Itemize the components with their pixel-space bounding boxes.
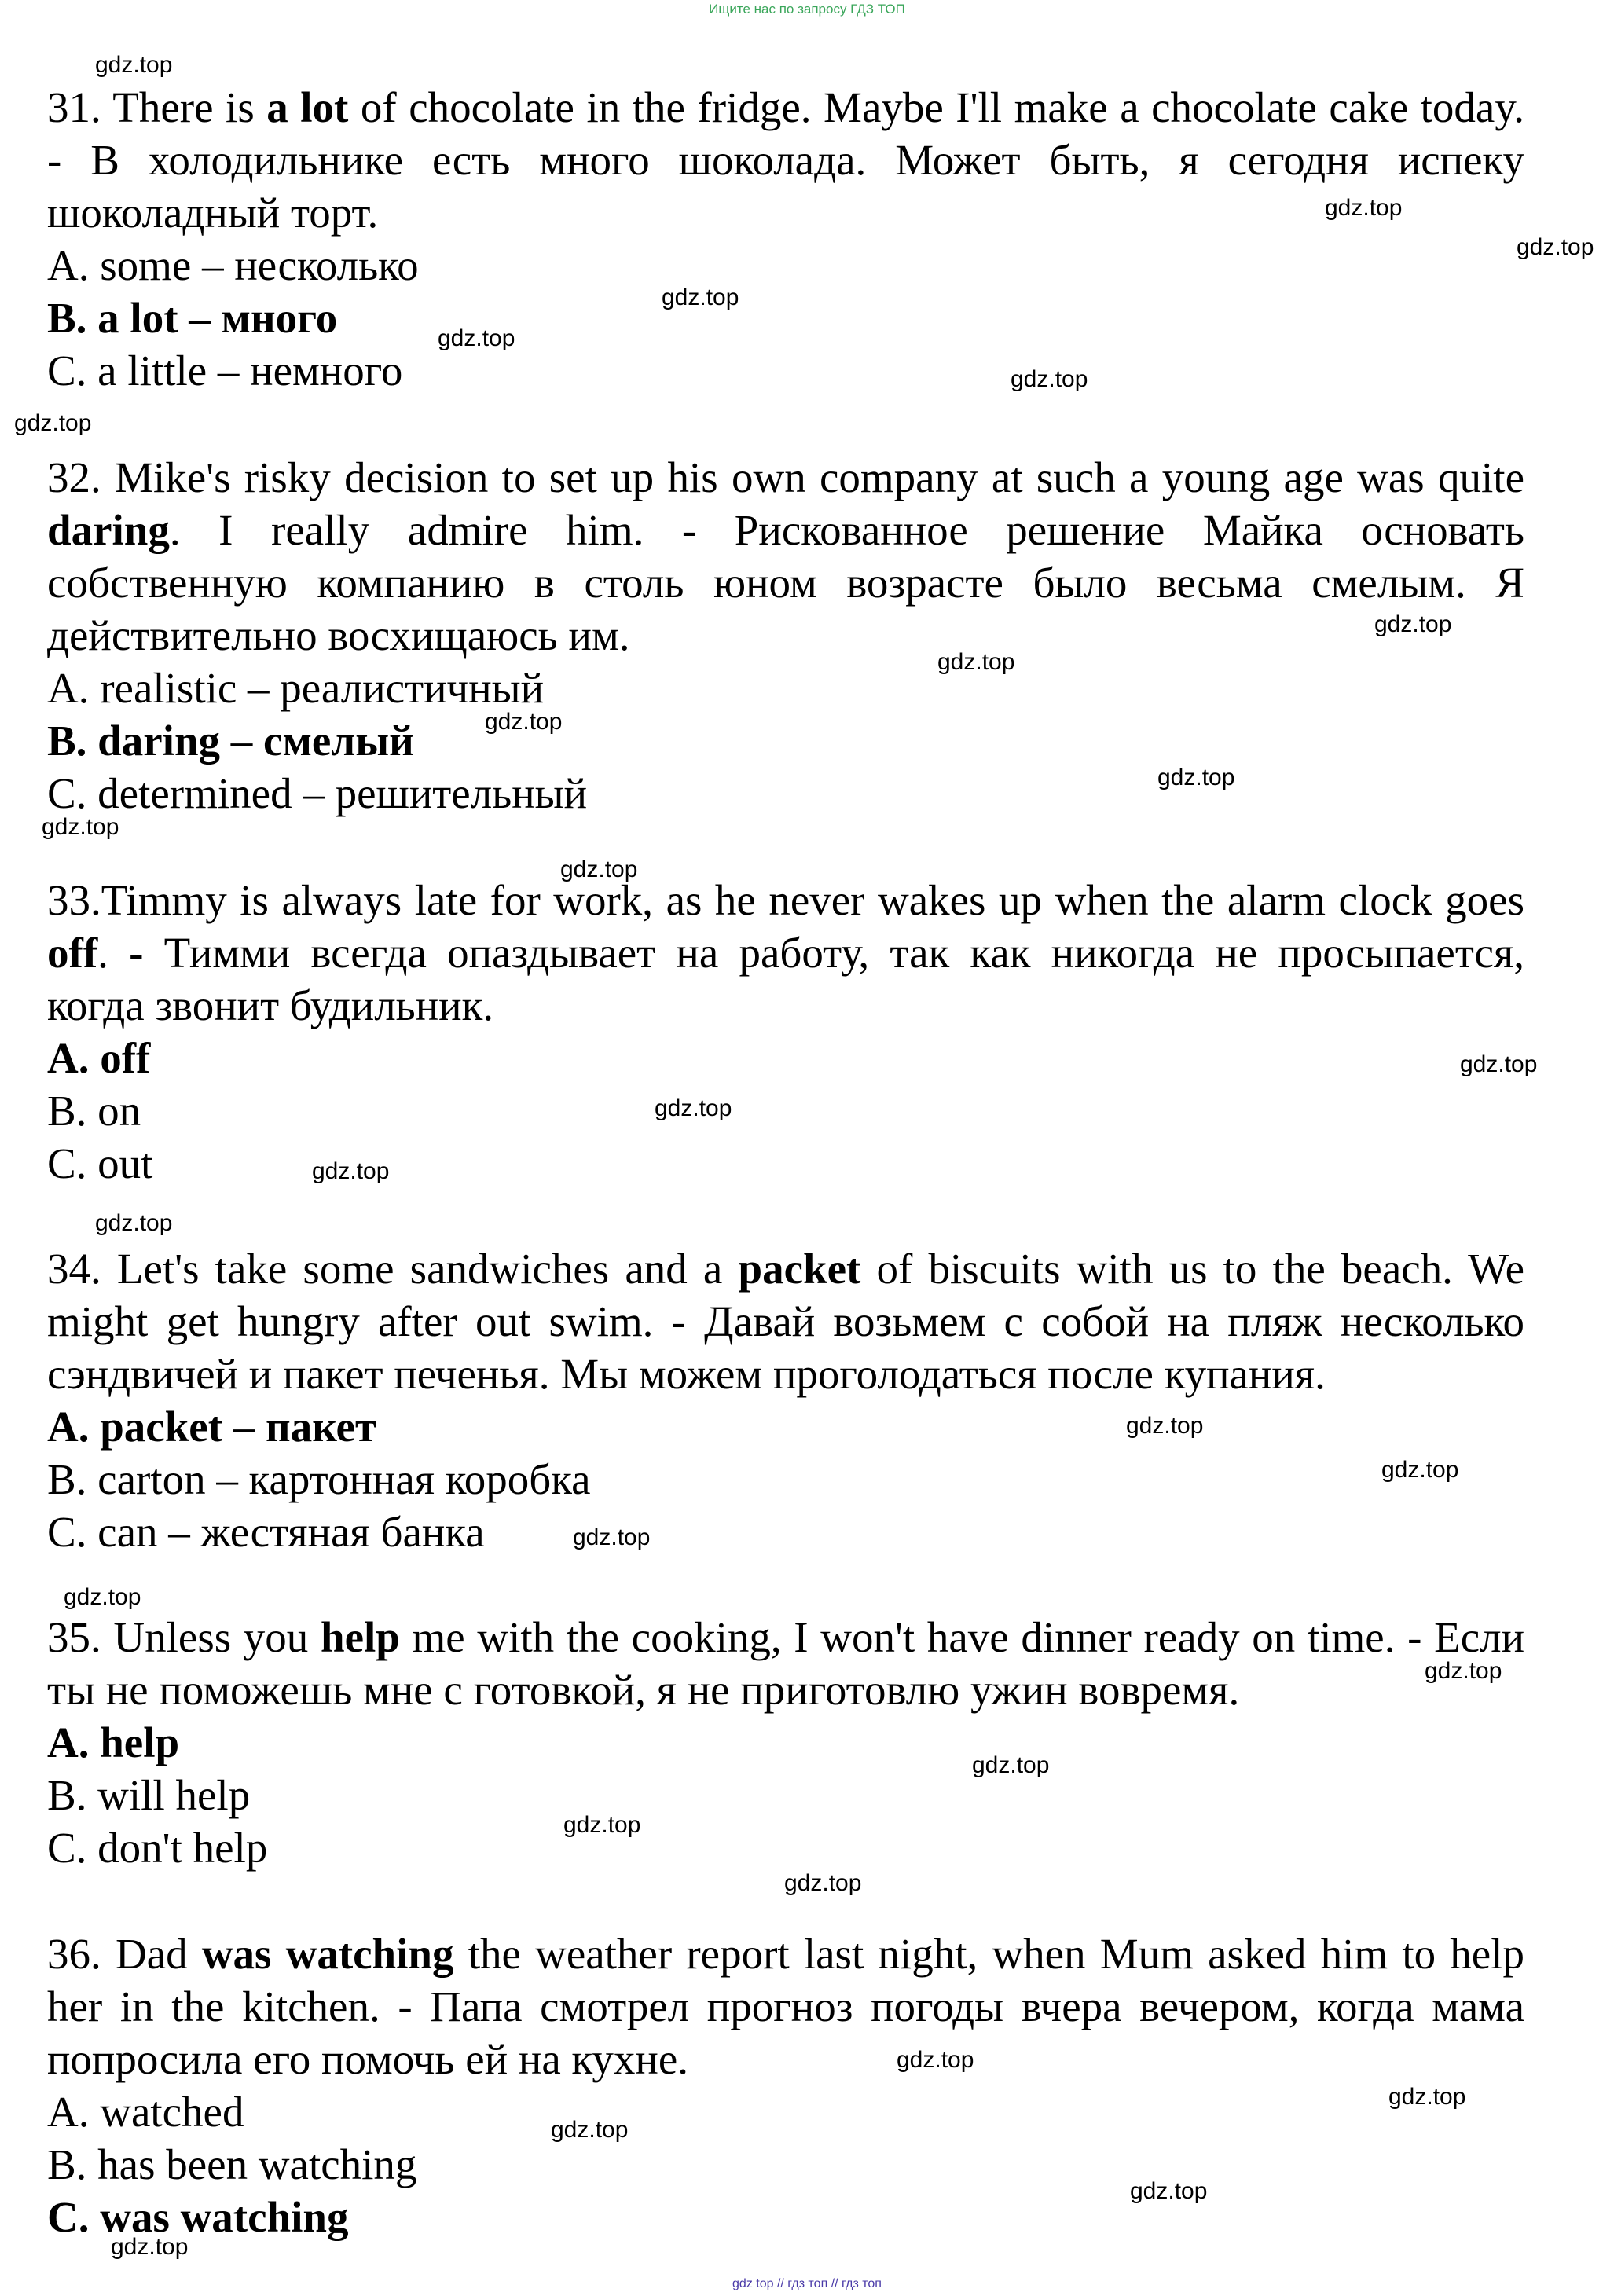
question-number: 34. [47,1245,101,1293]
question-text-after: of biscuits with us to the beach. We might get hungry after out swim. - Давай возьмем с собой на пляж несколько сэндвичей и пакет печенья. Мы можем проголодаться после купания. [47,1245,1524,1398]
watermark: gdz.top [662,284,739,310]
question-key-word: was watching [201,1930,454,1978]
question-text-after: of chocolate in the fridge. Maybe I'll make a chocolate cake today. - В холодильнике есть много шоколада. Может быть, я сегодня испеку шоколадный торт. [47,83,1524,237]
question-key-word: daring [47,506,170,554]
question-number: 36. [47,1930,101,1978]
watermark: gdz.top [14,410,92,436]
option-c: C. a little – немного [47,347,403,394]
question-text-after: . - Тимми всегда опаздывает на работу, так как никогда не просыпается, когда звонит будильник. [47,929,1524,1029]
option-a-correct: A. off [47,1034,151,1082]
question-35 [47,1611,1524,1716]
watermark: gdz.top [560,856,638,882]
question-31 [47,81,1524,239]
watermark: gdz.top [64,1584,141,1610]
option-b-correct: B. daring – смелый [47,717,414,765]
watermark: gdz.top [937,649,1015,675]
watermark: gdz.top [438,325,515,351]
watermark: gdz.top [972,1752,1050,1778]
question-number: 32. [47,453,101,501]
option-a: A. some – несколько [47,241,419,289]
question-key-word: off [47,929,98,977]
question-33 [47,874,1524,1032]
question-text-after: the weather report last night, when Mum asked him to help her in the kitchen. - Папа смотрел прогноз погоды вчера вечером, когда мама попросила его помочь ей на кухне. [47,1930,1524,2083]
watermark: gdz.top [95,1210,173,1236]
watermark: gdz.top [1325,195,1403,221]
question-text-after: me with the cooking, I won't have dinner ready on time. - Если ты не поможешь мне с готовкой, я не приготовлю ужин вовремя. [47,1613,1525,1714]
question-key-word: packet [738,1245,861,1293]
question-32 [47,451,1524,662]
option-b: B. will help [47,1771,251,1819]
watermark: gdz.top [1157,765,1235,790]
question-36 [47,1927,1524,2085]
watermark: gdz.top [1126,1413,1204,1439]
watermark: gdz.top [563,1812,641,1838]
question-text-before: Dad [115,1930,202,1978]
question-34 [47,1242,1524,1400]
watermark: gdz.top [42,814,119,840]
watermark: gdz.top [312,1158,390,1184]
watermark: gdz.top [485,709,563,735]
watermark: gdz.top [897,2047,974,2073]
question-text-before: Timmy is always late for work, as he never wakes up when the alarm clock goes [101,876,1524,924]
watermark: gdz.top [784,1870,862,1896]
top-banner: Ищите нас по запросу ГДЗ ТОП [709,2,905,17]
option-c-correct: C. was watching [47,2193,349,2241]
watermark: gdz.top [95,52,173,78]
watermark: gdz.top [1388,2084,1466,2110]
watermark: gdz.top [1425,1658,1502,1684]
watermark: gdz.top [655,1095,732,1121]
question-text-after: . I really admire him. - Рискованное решение Майка основать собственную компанию в столь юном возрасте было весьма смелым. Я действительно восхищаюсь им. [47,506,1524,659]
question-text-before: There is [112,83,267,131]
option-a-correct: A. help [47,1718,180,1766]
question-text-before: Mike's risky decision to set up his own company at such a young age was quite [115,453,1524,501]
option-c: C. don't help [47,1824,268,1872]
watermark: gdz.top [1374,611,1452,637]
watermark: gdz.top [1517,234,1594,260]
watermark: gdz.top [111,2234,189,2260]
option-b-correct: B. a lot – много [47,294,338,342]
question-text-before: Let's take some sandwiches and a [116,1245,739,1293]
option-c: C. determined – решительный [47,769,588,817]
option-a: A. realistic – реалистичный [47,664,545,712]
option-a-correct: A. packet – пакет [47,1403,376,1451]
option-b: B. has been watching [47,2140,417,2188]
watermark: gdz.top [1130,2178,1208,2204]
watermark: gdz.top [1381,1457,1459,1483]
footer: gdz top // гдз топ // гдз топ [732,2277,882,2290]
question-number: 31. [47,83,101,131]
question-number: 33. [47,876,101,924]
watermark: gdz.top [551,2117,629,2143]
option-b: B. carton – картонная коробка [47,1455,591,1503]
question-key-word: help [320,1613,400,1661]
option-c: C. can – жестяная банка [47,1508,485,1556]
question-text-before: Unless you [113,1613,321,1661]
question-key-word: a lot [266,83,349,131]
watermark: gdz.top [1460,1051,1538,1077]
option-a: A. watched [47,2088,244,2136]
option-b: B. on [47,1087,141,1135]
watermark: gdz.top [1011,366,1088,392]
question-number: 35. [47,1613,101,1661]
watermark: gdz.top [573,1524,651,1550]
option-c: C. out [47,1139,153,1187]
